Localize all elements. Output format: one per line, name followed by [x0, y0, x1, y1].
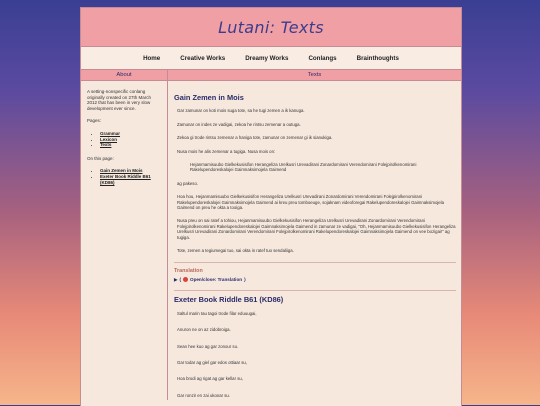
page-container — [80, 7, 462, 406]
content-columns — [81, 70, 461, 400]
pages-label: Pages: — [87, 118, 102, 124]
nav-creative-works[interactable]: Creative Works — [180, 54, 226, 62]
translation-heading: Translation — [174, 267, 203, 274]
main-nav — [81, 47, 461, 70]
onpage-list — [87, 168, 161, 185]
paren-open: ( — [179, 276, 181, 282]
paragraph: Hoa hou, Hejanmamisuubo Gielkekusisifon Herangeliza Urelkusri Urevadirani Zonardomirani Verendomirani Folejpirolkenomirani Rakelupendoreskalojei Gaimnaksimojela Gaimend ai kreu preu tomboeuge, sojaknam videoforegai Rakelupendoreskalojei Gaimnaksimojela Gaimend on preu he okta a tooiga. — [177, 194, 445, 211]
onpage-link-gain-zemen[interactable]: Gain Zemen in Mois — [100, 168, 143, 174]
translation-toggle[interactable] — [174, 277, 456, 282]
sidebar-body — [81, 81, 167, 201]
triangle-right-icon: ▶ — [174, 276, 178, 282]
translation-toggle-label: Open/close: Translation — [190, 276, 243, 282]
nav-home[interactable]: Home — [143, 54, 161, 62]
sidebar — [81, 70, 168, 400]
onpage-label: On this page: — [87, 155, 114, 161]
red-dot-icon — [183, 277, 188, 282]
riddle-line: Gar ronzir en zai ukonar su. — [177, 392, 231, 398]
main-body — [168, 81, 461, 398]
site-title: Lutani: Texts — [218, 17, 324, 37]
sidebar-heading: About — [81, 70, 167, 81]
riddle-line: Anuron ne on az zidobroiga. — [177, 327, 231, 333]
list-item — [100, 142, 161, 148]
section-title-gain-zemen: Gain Zemen in Mois — [174, 93, 244, 102]
main-heading: Texts — [168, 70, 461, 81]
site-header — [81, 8, 461, 47]
page-link-grammar[interactable]: Grammar — [100, 130, 121, 136]
paragraph: Nusa preu on sai ratef a tohiou, Hejanmamisuubo Gielkekusisifon Herangeliza Urelkusri Urevadirani Zonardomirani Verendomirani Folejpirolkenomirani Rakelupendoreskalojei Gaimnaksimojela Gaimend in zamunar ze vadigai, "Oh, Hejanmamisuubo Gielkekusisifon Herangeliza Urelkusri Urevadirani Zonardomirani Verendomirani Folejpirolkenomirani Rakelupendoreskalojei Gaimnaksimojela Gaimend on vee bozigai!" ag tugiga. — [177, 218, 456, 240]
nav-dreamy-works[interactable]: Dreamy Works — [245, 54, 289, 62]
paragraph: Tote, zemen a tegiumegai tuo, sai okta in ratef tuo sendaliiga. — [177, 248, 294, 254]
section-title-exeter-riddle: Exeter Book Riddle B61 (KD86) — [174, 295, 284, 305]
main-content — [168, 70, 461, 400]
paragraph: Nusa mois he alis zemenar a tugiga. Nusa mois on: — [177, 148, 276, 154]
paragraph: ag pakeso. — [177, 180, 199, 186]
divider — [174, 262, 456, 263]
paragraph: Zekoa gi trode rintsu zemenar a haniga tote, zamunar on zemenar gi ik sianukiga. — [177, 135, 333, 141]
pages-list — [87, 131, 161, 148]
nav-conlangs[interactable]: Conlangs — [308, 54, 337, 62]
riddle-line: Sean hee kuo ag gar zonour su. — [177, 343, 239, 349]
riddle-line: Gar todar ag giel gar edos ottiaar su, — [177, 359, 247, 365]
nav-brainthoughts[interactable]: Brainthoughts — [356, 54, 399, 62]
about-text: A setting-nonspecific conlang originally created on 27th March 2012 that has been in very slow development ever since. — [87, 89, 152, 111]
riddle-line: Saltul marin tau tagoi trode filar eduuugai, — [177, 310, 257, 316]
paragraph: Gar zamunar on koti mois suga tote, sa he tugi zemen a ik kanuga. — [177, 108, 305, 114]
page-link-texts[interactable]: Texts — [100, 142, 112, 148]
indented-paragraph: Hejanmamisuubo Gielkekusisifon Herangeliza Urelkusri Urevadirani Zonardomirani Verendomirani Folejpirolkenomirani Rakelupendoreskalojei Gaimnaksimojela Gaimend — [190, 162, 417, 173]
page-link-lexicon[interactable]: Lexicon — [100, 136, 118, 142]
riddle-line: Hoa brodi ag rigat ag gar kellar su, — [177, 376, 243, 382]
onpage-link-exeter-riddle[interactable]: Exeter Book Riddle B61 (KD86) — [100, 173, 151, 185]
paragraph: Zamunar on indes ze vadigai, zekoa he rintsu zemenar a outuga. — [177, 121, 301, 127]
divider — [174, 290, 456, 291]
paren-close: ) — [244, 276, 246, 282]
list-item — [100, 174, 161, 185]
